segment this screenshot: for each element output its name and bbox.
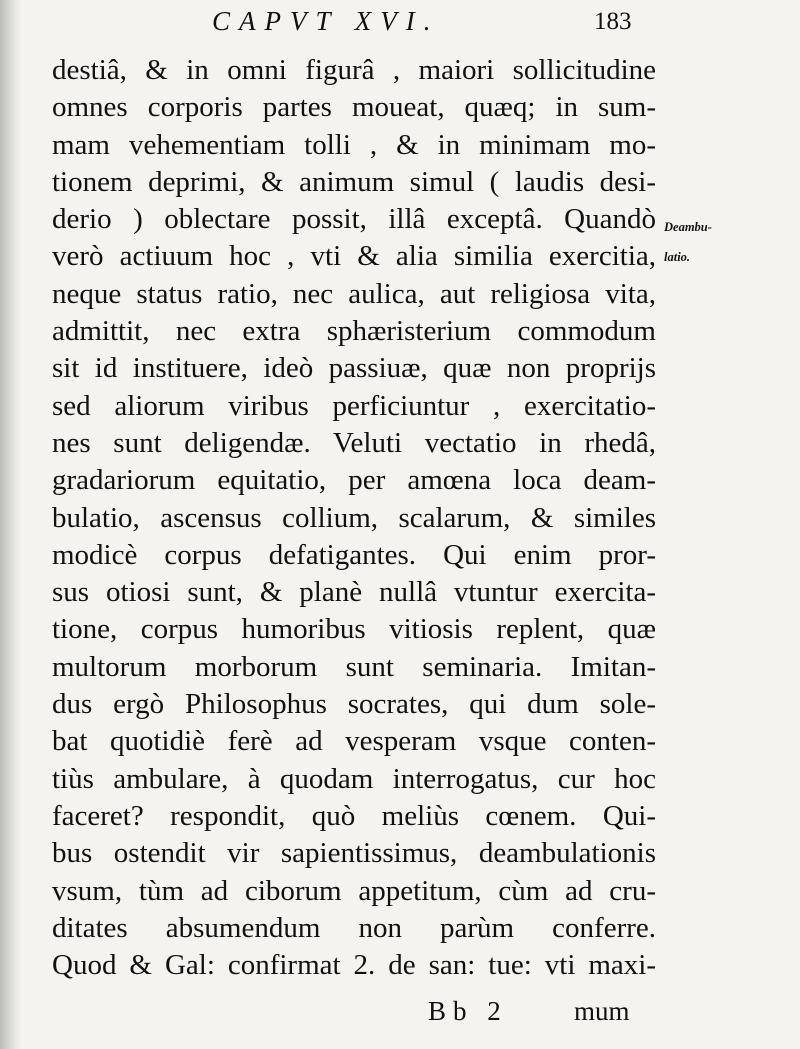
text-line: mam vehementiam tolli , & in minimam mo-	[52, 128, 656, 161]
text-line: tione, corpus humoribus vitiosis replent, quæ	[52, 613, 656, 646]
page-header	[0, 4, 800, 44]
text-line: ditates absumendum non parùm conferre.	[52, 911, 656, 944]
text-line: admittit, nec extra sphæristerium commodum	[52, 315, 656, 348]
text-line: nes sunt deligendæ. Veluti vectatio in rhedâ,	[52, 426, 656, 459]
page-footer	[0, 996, 800, 1036]
text-line: bus ostendit vir sapientissimus, deambulationis	[52, 837, 656, 870]
text-line: neque status ratio, nec aulica, aut religiosa vita,	[52, 277, 656, 310]
text-line: faceret? respondit, quò meliùs cœnem. Qui-	[52, 799, 656, 832]
text-line: verò actiuum hoc , vti & alia similia exercitia,	[52, 240, 656, 273]
text-line: modicè corpus defatigantes. Qui enim pror-	[52, 538, 656, 571]
text-line: omnes corporis partes moueat, quæq; in sum-	[52, 91, 656, 124]
text-line: destiâ, & in omni figurâ , maiori sollicitudine	[52, 54, 656, 86]
signature-mark: Bb 2	[428, 996, 508, 1026]
text-line: bat quotidiè ferè ad vesperam vsque conten-	[52, 725, 656, 758]
text-line: derio ) oblectare possit, illâ exceptâ. Quandò	[52, 203, 656, 236]
text-line: multorum morborum sunt seminaria. Imitan-	[52, 650, 656, 683]
text-line: tiùs ambulare, à quodam interrogatus, cur hoc	[52, 762, 656, 795]
text-line: dus ergò Philosophus socrates, qui dum sole-	[52, 688, 656, 721]
margin-note-line: latio.	[664, 250, 691, 264]
catchword: mum	[574, 996, 630, 1026]
text-line: sed aliorum viribus perficiuntur , exercitatio-	[52, 389, 656, 422]
margin-note	[664, 212, 744, 272]
text-line: Quod & Gal: confirmat 2. de san: tue: vti maxi-	[52, 949, 656, 982]
running-head: CAPVT XVI.	[212, 6, 440, 36]
text-line: tionem deprimi, & animum simul ( laudis desi-	[52, 165, 656, 198]
binding-shadow	[0, 0, 22, 1049]
text-line: sus otiosi sunt, & planè nullâ vtuntur exercita-	[52, 576, 656, 609]
body-text	[52, 52, 656, 984]
text-line: sit id instituere, ideò passiuæ, quæ non proprijs	[52, 352, 656, 385]
margin-note-line: Deambu-	[664, 220, 712, 234]
page-number: 183	[594, 8, 632, 35]
text-line: bulatio, ascensus collium, scalarum, & similes	[52, 501, 656, 534]
text-line: vsum, tùm ad ciborum appetitum, cùm ad cru-	[52, 874, 656, 907]
text-line: gradariorum equitatio, per amœna loca deam-	[52, 464, 656, 497]
